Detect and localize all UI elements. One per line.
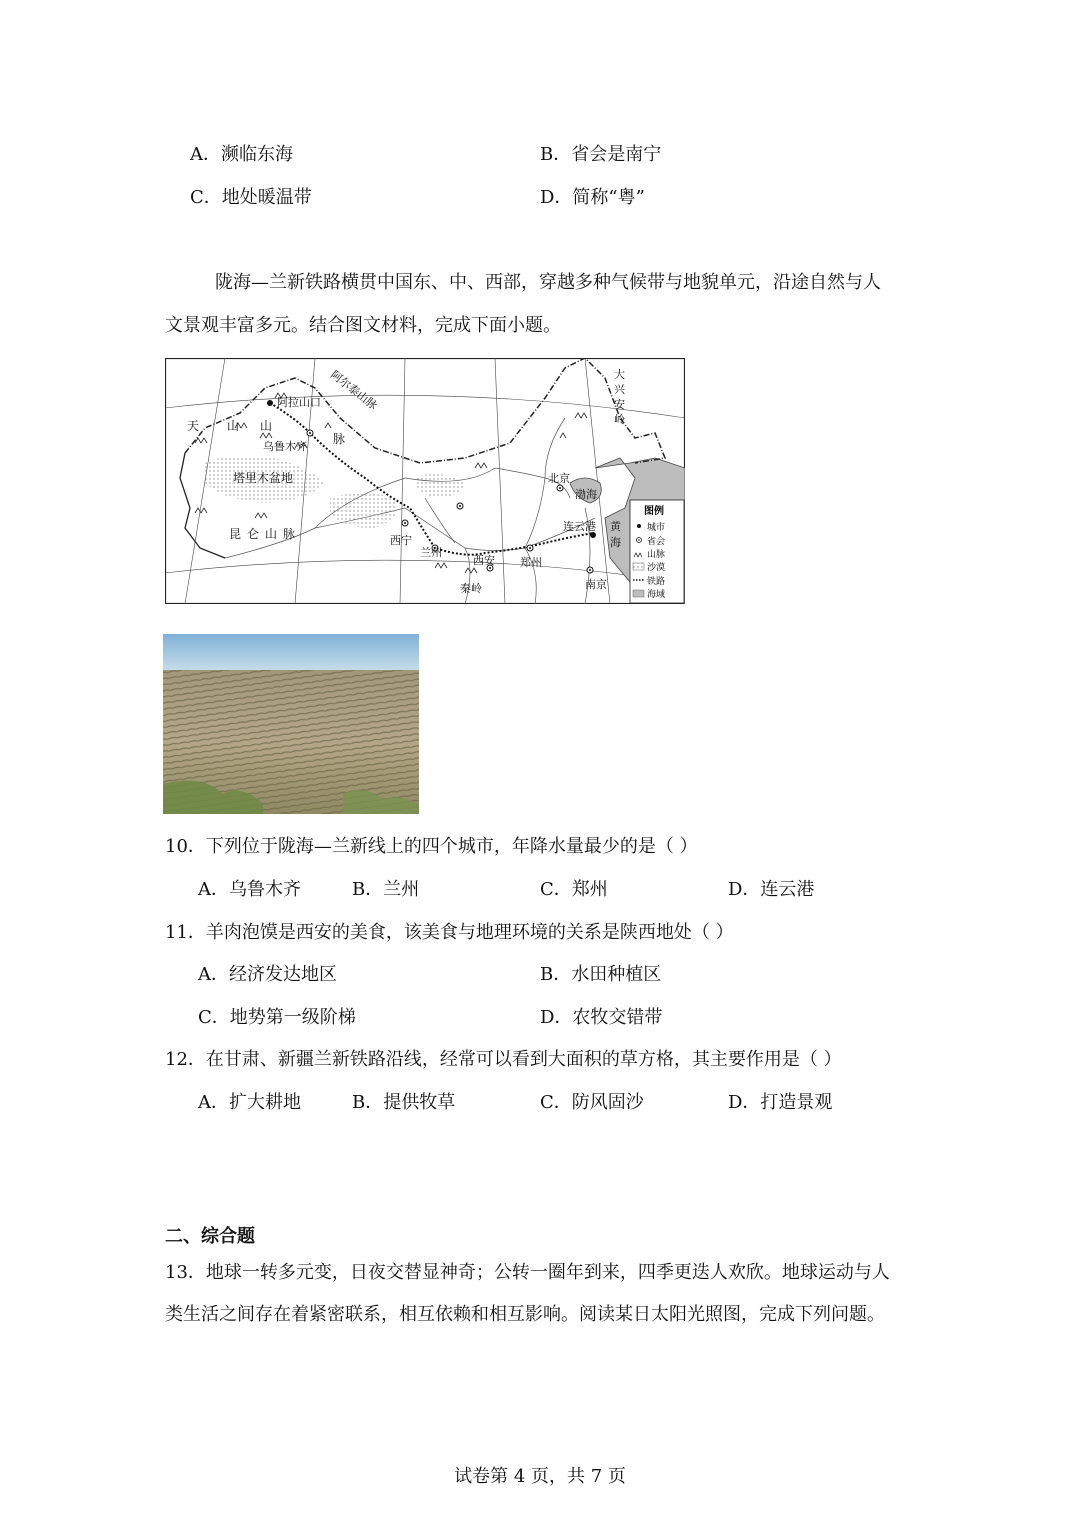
label-daxinganling-1: 大 bbox=[614, 368, 625, 381]
q10-option-d: D．连云港 bbox=[728, 879, 815, 900]
q11-option-a: A．经济发达地区 bbox=[198, 964, 337, 985]
label-lianyungang: 连云港 bbox=[563, 520, 596, 533]
question-11-stem: 11．羊肉泡馍是西安的美食，该美食与地理环境的关系是陕西地处（ ） bbox=[165, 922, 734, 943]
q9-option-d: D．简称“粤” bbox=[540, 187, 645, 208]
label-tianshan-1: 天 bbox=[187, 419, 200, 433]
label-xian: 西安 bbox=[473, 554, 495, 567]
q11-option-b: B．水田种植区 bbox=[540, 964, 662, 985]
legend-mountain: 山脉 bbox=[647, 550, 666, 560]
label-beijing: 北京 bbox=[548, 472, 570, 485]
intro-line-2: 文景观丰富多元。结合图文材料，完成下面小题。 bbox=[165, 315, 561, 336]
legend-city: 城市 bbox=[647, 523, 666, 533]
railway-map bbox=[165, 358, 685, 604]
q9-option-b: B．省会是南宁 bbox=[540, 144, 662, 165]
q9-option-c: C．地处暖温带 bbox=[190, 187, 312, 208]
label-daxinganling-3: 安 bbox=[614, 398, 625, 411]
question-13-line-1: 13．地球一转多元变，日夜交替显神奇；公转一圈年到来，四季更迭人欢欣。地球运动与人 bbox=[165, 1262, 890, 1283]
legend-desert: 沙漠 bbox=[647, 563, 666, 573]
section-2-heading: 二、综合题 bbox=[165, 1226, 255, 1247]
label-qinling: 秦岭 bbox=[460, 582, 482, 595]
q12-option-d: D．打造景观 bbox=[728, 1092, 833, 1113]
q12-option-b: B．提供牧草 bbox=[352, 1092, 456, 1113]
label-kunlun-mountains: 昆仑山脉 bbox=[229, 527, 302, 541]
label-tianshan-2: 山 bbox=[227, 419, 240, 433]
q10-option-c: C．郑州 bbox=[540, 879, 608, 900]
legend-title: 图例 bbox=[644, 506, 664, 517]
label-xining: 西宁 bbox=[390, 534, 412, 547]
label-bohai: 渤海 bbox=[575, 488, 597, 501]
label-alashankou: 阿拉山口 bbox=[277, 396, 321, 409]
question-13-line-2: 类生活之间存在着紧密联系，相互依赖和相互影响。阅读某日太阳光照图，完成下列问题。 bbox=[165, 1304, 885, 1325]
label-daxinganling-4: 岭 bbox=[614, 413, 625, 426]
grass-checkerboard-photo bbox=[163, 634, 419, 814]
intro-line-1: 陇海—兰新铁路横贯中国东、中、西部，穿越多种气候带与地貌单元，沿途自然与人 bbox=[215, 272, 881, 293]
label-nanjing: 南京 bbox=[585, 578, 607, 591]
label-daxinganling-2: 兴 bbox=[614, 383, 625, 396]
q10-option-b: B．兰州 bbox=[352, 879, 420, 900]
q12-option-a: A．扩大耕地 bbox=[198, 1092, 301, 1113]
q12-option-c: C．防风固沙 bbox=[540, 1092, 644, 1113]
label-tarim-basin: 塔里木盆地 bbox=[233, 471, 294, 485]
legend-capital: 省会 bbox=[647, 537, 666, 547]
q11-option-c: C．地势第一级阶梯 bbox=[198, 1007, 356, 1028]
q10-option-a: A．乌鲁木齐 bbox=[198, 879, 301, 900]
page-footer: 试卷第 4 页，共 7 页 bbox=[454, 1466, 626, 1487]
q9-option-a: A．濒临东海 bbox=[190, 144, 293, 165]
label-shan-2: 山 bbox=[260, 419, 273, 433]
label-huanghai-1: 黄 bbox=[610, 520, 621, 533]
label-mai: 脉 bbox=[333, 432, 346, 446]
label-huanghai-2: 海 bbox=[610, 536, 621, 549]
label-altai-mountains: 阿尔泰山脉 bbox=[328, 368, 380, 413]
label-lanzhou: 兰州 bbox=[420, 546, 442, 559]
question-10-stem: 10．下列位于陇海—兰新线上的四个城市，年降水量最少的是（ ） bbox=[165, 836, 698, 857]
map-legend bbox=[630, 500, 684, 603]
q11-option-d: D．农牧交错带 bbox=[540, 1007, 663, 1028]
question-12-stem: 12．在甘肃、新疆兰新铁路沿线，经常可以看到大面积的草方格，其主要作用是（ ） bbox=[165, 1049, 842, 1070]
legend-sea: 海域 bbox=[647, 590, 666, 600]
label-wulumuqi: 乌鲁木齐 bbox=[263, 440, 307, 453]
legend-railway: 铁路 bbox=[647, 577, 666, 587]
label-zhengzhou: 郑州 bbox=[520, 556, 542, 569]
